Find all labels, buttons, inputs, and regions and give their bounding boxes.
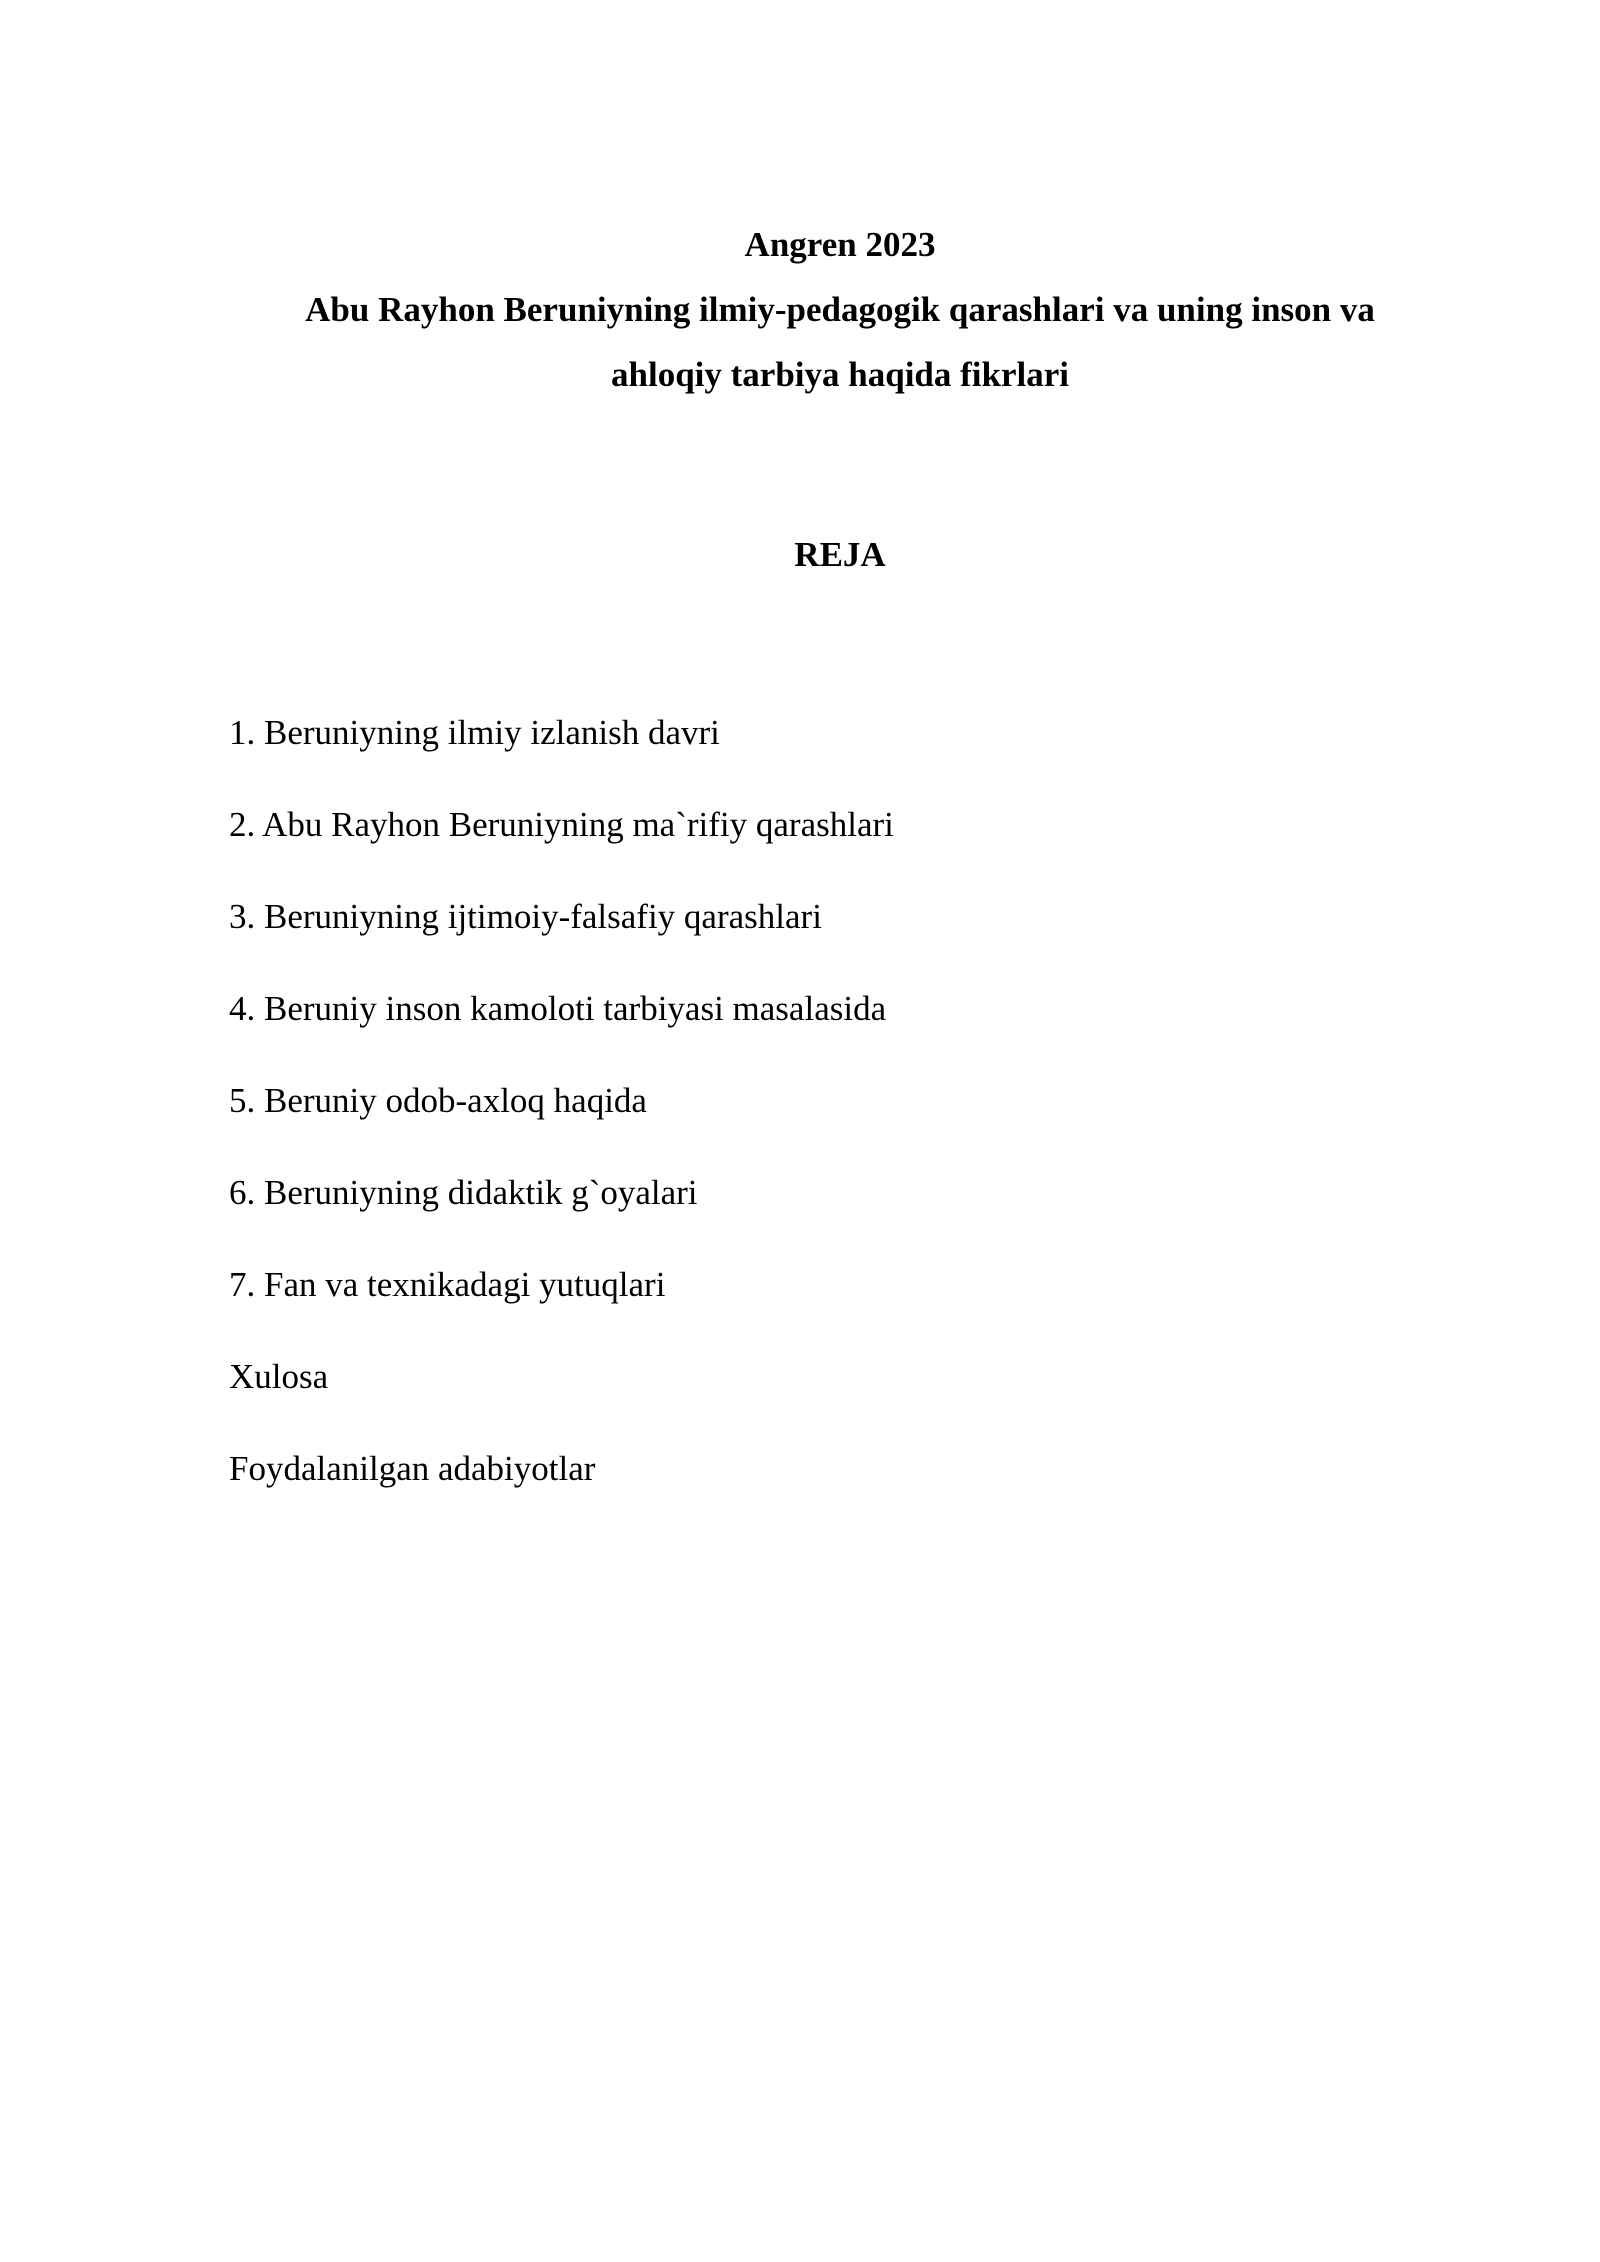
document-title-line-2: ahloqiy tarbiya haqida fikrlari	[611, 355, 1069, 394]
plan-item: 4. Beruniy inson kamoloti tarbiyasi masalasida	[229, 989, 887, 1028]
plan-item: 3. Beruniyning ijtimoiy-falsafiy qarashlari	[229, 897, 822, 936]
document-title-line-1: Abu Rayhon Beruniyning ilmiy-pedagogik qarashlari va uning inson va	[305, 290, 1375, 329]
plan-item: 7. Fan va texnikadagi yutuqlari	[229, 1265, 666, 1304]
plan-item: 1. Beruniyning ilmiy izlanish davri	[229, 713, 720, 752]
plan-list	[229, 709, 1429, 1537]
plan-heading: REJA	[794, 535, 886, 574]
plan-item: 5. Beruniy odob-axloq haqida	[229, 1081, 647, 1120]
plan-item: 2. Abu Rayhon Beruniyning ma`rifiy qarashlari	[229, 805, 894, 844]
plan-item-references: Foydalanilgan adabiyotlar	[229, 1449, 596, 1488]
title-block	[230, 212, 1450, 407]
plan-item-conclusion: Xulosa	[229, 1357, 329, 1396]
city-year: Angren 2023	[744, 225, 936, 264]
plan-item: 6. Beruniyning didaktik g`oyalari	[229, 1173, 698, 1212]
